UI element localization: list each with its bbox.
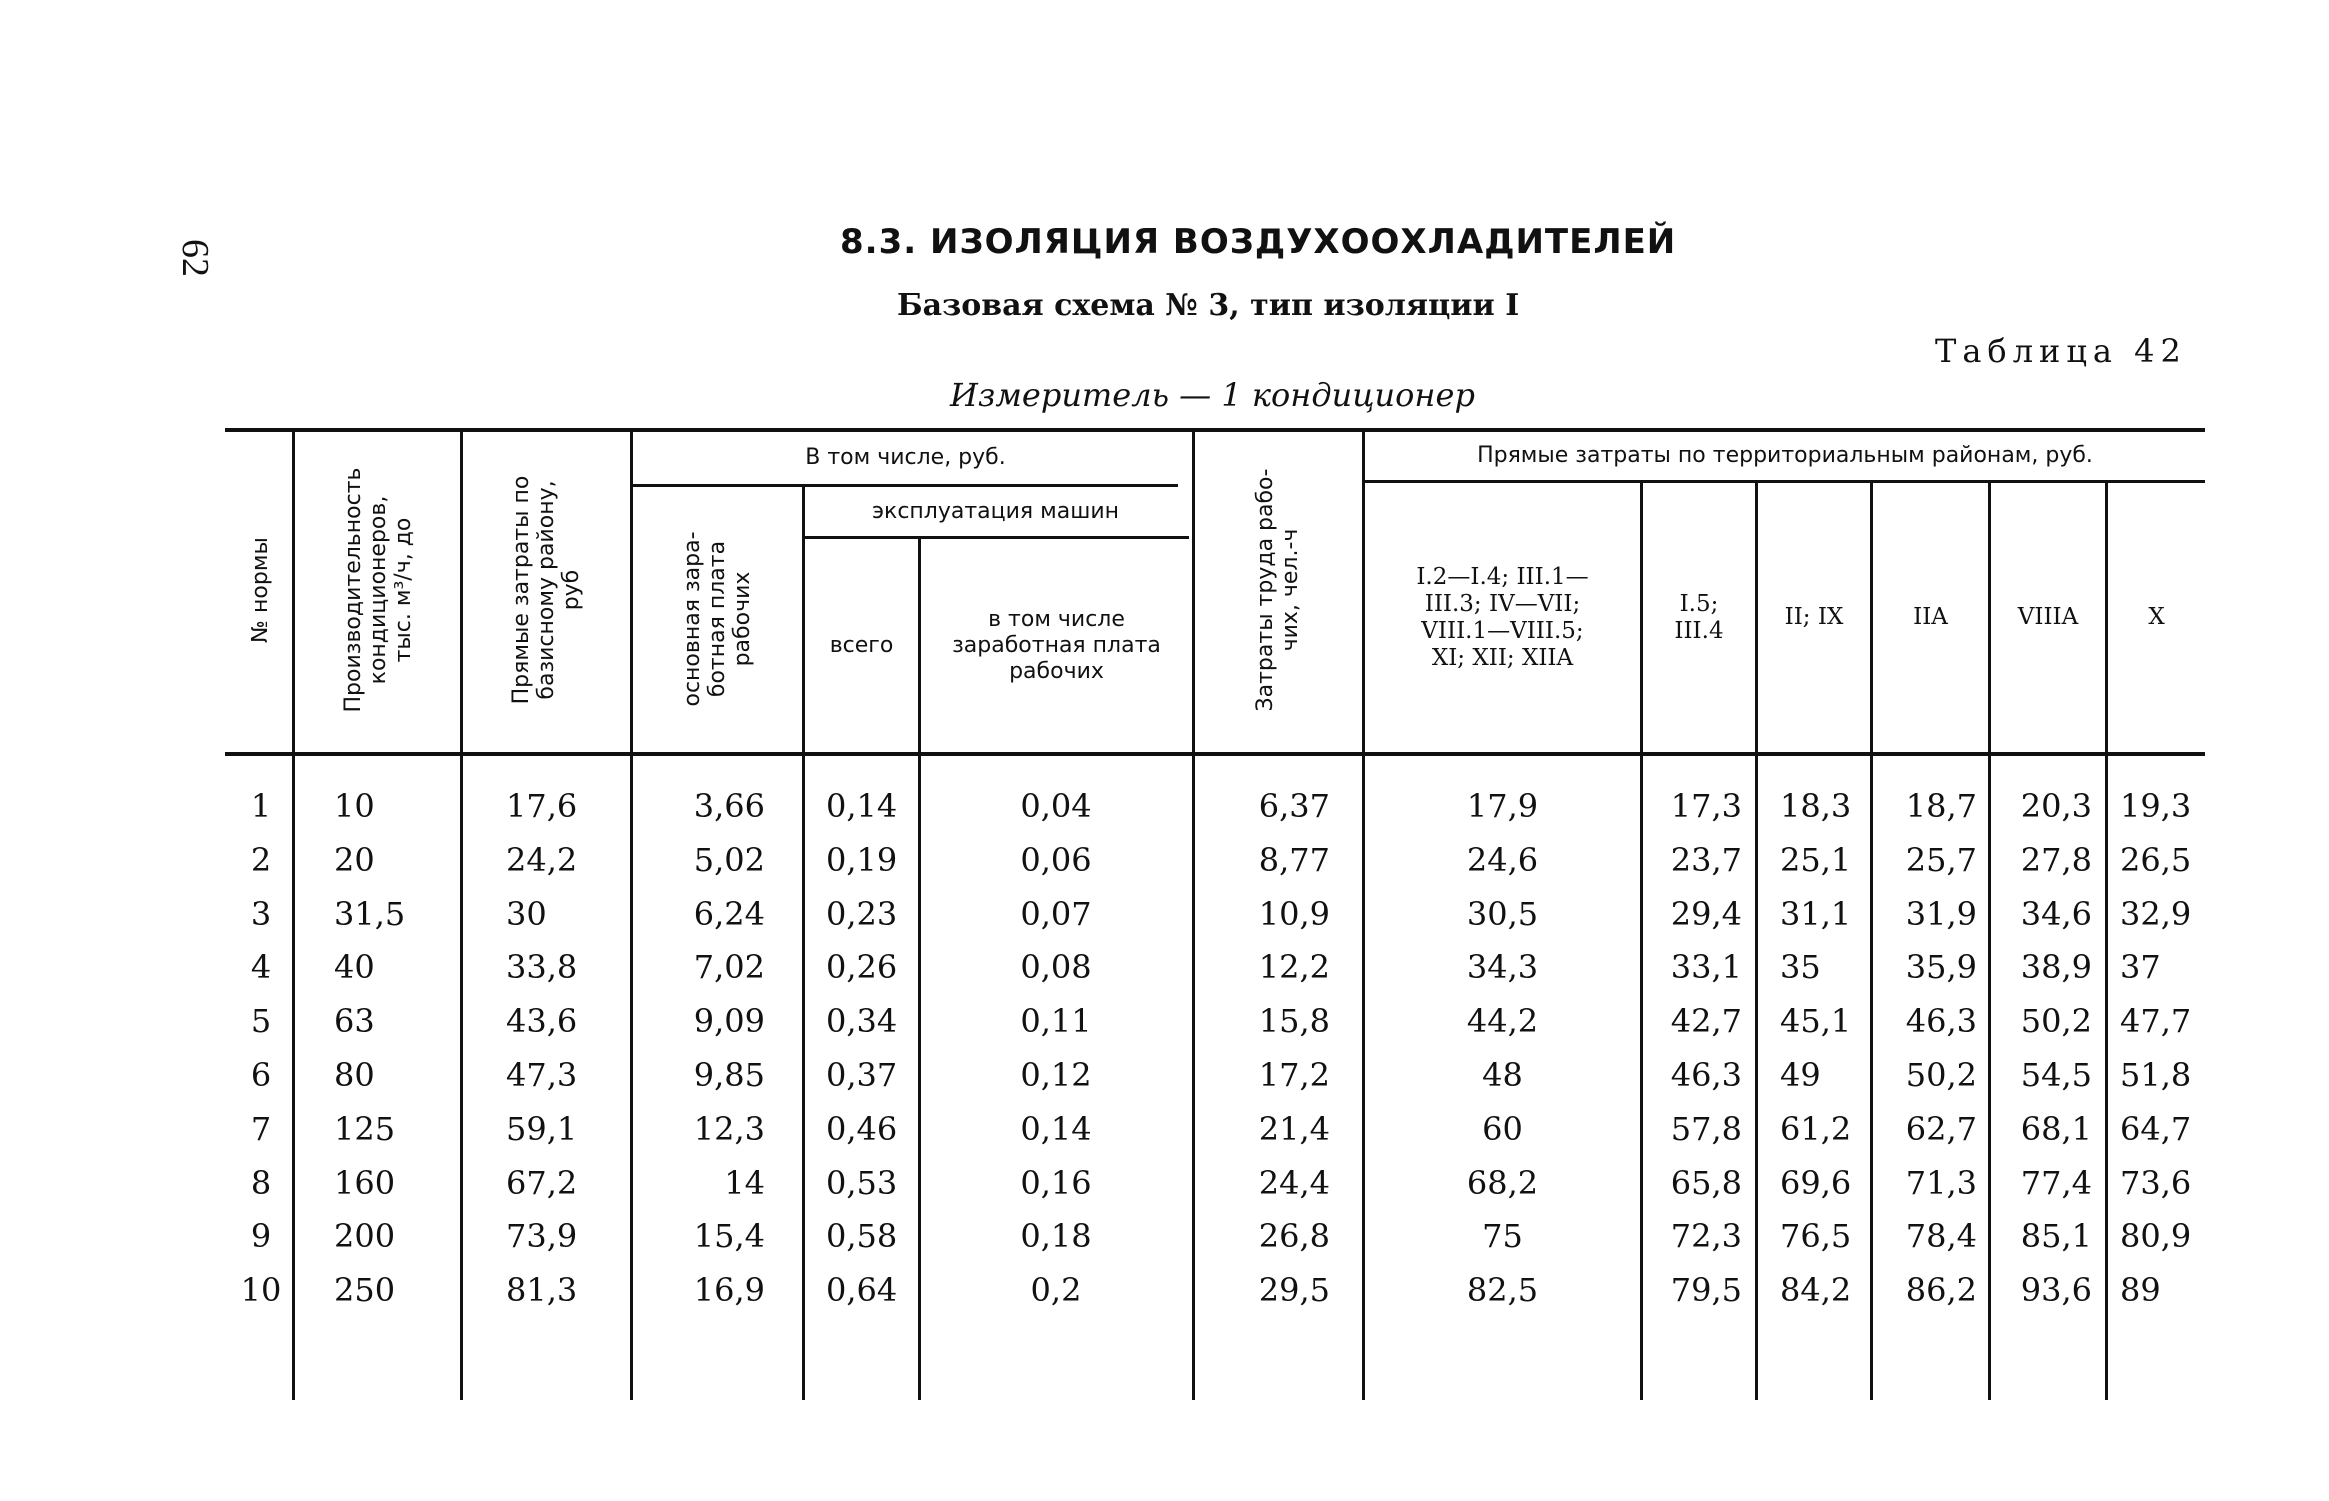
- table-cell: 0,37: [826, 1056, 898, 1094]
- table-cell: 89: [2120, 1271, 2161, 1310]
- row-norm-number: 9: [250, 1217, 272, 1256]
- table-cell: 80: [334, 1056, 375, 1094]
- header-productivity: Производительность кондиционеров, тыс. м³/ч, до: [340, 467, 416, 713]
- table-cell: 26,8: [1258, 1217, 1330, 1256]
- table-cell: 20,3: [2020, 787, 2092, 825]
- table-cell: 82,5: [1466, 1271, 1539, 1310]
- table-cell: 19,3: [2120, 787, 2192, 825]
- header-region-4: IIA: [1913, 604, 1948, 630]
- table-cell: 26,5: [2120, 840, 2192, 879]
- body-col-rule: [802, 756, 805, 1400]
- table-cell: 79,5: [1670, 1271, 1742, 1310]
- table-cell: 68,2: [1466, 1163, 1539, 1202]
- header-bottom-rule: [225, 752, 2205, 756]
- header-base-wage: основная зара- ботная плата рабочих: [679, 531, 755, 707]
- header-norm-number: № нормы: [247, 537, 273, 643]
- table-cell: 31,1: [1780, 894, 1852, 933]
- table-cell: 17,6: [506, 787, 578, 825]
- header-regional-costs: Прямые затраты по территориальным районам, руб.: [1477, 443, 2093, 468]
- table-cell: 0,53: [826, 1163, 898, 1202]
- table-cell: 50,2: [1905, 1056, 1977, 1094]
- table-cell: 73,9: [506, 1217, 578, 1256]
- table-cell: 38,9: [2020, 948, 2092, 987]
- table-cell: 93,6: [2020, 1271, 2092, 1310]
- table-cell: 0,46: [826, 1109, 898, 1148]
- table-cell: 9,85: [693, 1056, 765, 1094]
- header-col-rule: [1192, 432, 1195, 752]
- body-col-rule: [292, 756, 295, 1400]
- table-cell: 15,8: [1258, 1002, 1330, 1041]
- table-cell: 60: [1482, 1109, 1523, 1148]
- header-col-rule: [460, 432, 463, 752]
- table-cell: 30,5: [1466, 894, 1539, 933]
- header-machine-operation: эксплуатация машин: [871, 498, 1120, 524]
- table-cell: 31,5: [334, 894, 406, 933]
- table-cell: 68,1: [2020, 1109, 2092, 1148]
- table-cell: 5,02: [693, 840, 765, 879]
- table-cell: 6,24: [693, 894, 765, 933]
- table-cell: 0,26: [826, 948, 898, 987]
- table-cell: 67,2: [506, 1163, 578, 1202]
- table-cell: 45,1: [1780, 1002, 1852, 1041]
- table-cell: 7,02: [693, 948, 765, 987]
- table-cell: 6,37: [1258, 787, 1330, 825]
- table-cell: 47,7: [2120, 1002, 2192, 1041]
- row-norm-number: 3: [250, 894, 272, 933]
- table-cell: 10: [334, 787, 375, 825]
- table-cell: 75: [1482, 1217, 1523, 1256]
- table-cell: 3,66: [693, 787, 765, 825]
- header-region-1: I.2—I.4; III.1— III.3; IV—VII; VIII.1—VIII.5; XI; XII; XIIA: [1416, 563, 1589, 671]
- table-cell: 54,5: [2020, 1056, 2092, 1094]
- table-cell: 46,3: [1905, 1002, 1977, 1041]
- table-cell: 49: [1780, 1056, 1821, 1094]
- row-norm-number: 6: [250, 1056, 272, 1094]
- row-norm-number: 5: [250, 1002, 272, 1041]
- table-subtitle: Базовая схема № 3, тип изоляции I: [897, 288, 1520, 323]
- header-incl-wage: в том числе заработная плата рабочих: [952, 606, 1161, 684]
- table-cell: 0,12: [1020, 1056, 1092, 1094]
- table-cell: 0,08: [1020, 948, 1092, 987]
- table-cell: 37: [2120, 948, 2161, 987]
- table-cell: 33,8: [506, 948, 578, 987]
- header-region-3: II; IX: [1784, 604, 1844, 630]
- table-cell: 18,3: [1780, 787, 1852, 825]
- header-direct-costs-base: Прямые затраты по базисному району, руб: [508, 475, 584, 705]
- table-cell: 57,8: [1670, 1109, 1742, 1148]
- body-col-rule: [630, 756, 633, 1400]
- table-cell: 31,9: [1905, 894, 1977, 933]
- row-norm-number: 1: [250, 787, 272, 825]
- table-cell: 12,2: [1258, 948, 1330, 987]
- table-cell: 78,4: [1905, 1217, 1977, 1256]
- table-cell: 15,4: [693, 1217, 765, 1256]
- table-cell: 17,3: [1670, 787, 1742, 825]
- table-cell: 160: [334, 1163, 396, 1202]
- table-cell: 0,58: [826, 1217, 898, 1256]
- table-cell: 84,2: [1780, 1271, 1852, 1310]
- table-cell: 0,16: [1020, 1163, 1092, 1202]
- table-cell: 29,4: [1670, 894, 1742, 933]
- table-cell: 27,8: [2020, 840, 2092, 879]
- header-region-2: I.5; III.4: [1674, 590, 1724, 644]
- page-number: 62: [174, 239, 216, 277]
- body-col-rule: [918, 756, 921, 1400]
- table-cell: 24,4: [1258, 1163, 1330, 1202]
- table-cell: 0,34: [826, 1002, 898, 1041]
- table-cell: 250: [334, 1271, 396, 1310]
- table-cell: 200: [334, 1217, 396, 1256]
- table-cell: 46,3: [1670, 1056, 1742, 1094]
- table-cell: 9,09: [693, 1002, 765, 1041]
- table-cell: 25,7: [1905, 840, 1977, 879]
- table-cell: 59,1: [506, 1109, 578, 1148]
- table-cell: 64,7: [2120, 1109, 2192, 1148]
- header-total: всего: [829, 632, 894, 658]
- header-region-6: X: [2148, 604, 2165, 630]
- header-including: В том числе, руб.: [805, 445, 1006, 470]
- table-cell: 0,07: [1020, 894, 1092, 933]
- table-cell: 0,18: [1020, 1217, 1092, 1256]
- table-cell: 34,6: [2020, 894, 2092, 933]
- table-cell: 14: [724, 1163, 765, 1202]
- table-cell: 16,9: [693, 1271, 765, 1310]
- table-cell: 50,2: [2020, 1002, 2092, 1041]
- table-caption: Таблица 42: [1935, 332, 2187, 370]
- table-cell: 40: [334, 948, 375, 987]
- table-cell: 24,6: [1466, 840, 1539, 879]
- table-cell: 44,2: [1466, 1002, 1539, 1041]
- table-cell: 76,5: [1780, 1217, 1852, 1256]
- table-cell: 24,2: [506, 840, 578, 879]
- table-cell: 48: [1482, 1056, 1523, 1094]
- table-cell: 0,14: [1020, 1109, 1092, 1148]
- table-cell: 18,7: [1905, 787, 1977, 825]
- table-cell: 30: [506, 894, 547, 933]
- table-cell: 73,6: [2120, 1163, 2192, 1202]
- body-col-rule: [1192, 756, 1195, 1400]
- table-cell: 25,1: [1780, 840, 1852, 879]
- table-cell: 0,23: [826, 894, 898, 933]
- table-cell: 43,6: [506, 1002, 578, 1041]
- table-cell: 29,5: [1258, 1271, 1330, 1310]
- table-cell: 12,3: [693, 1109, 765, 1148]
- unit-of-measure: Измеритель — 1 кондиционер: [950, 376, 1475, 414]
- header-region-5: VIIIA: [2017, 604, 2079, 630]
- row-norm-number: 10: [240, 1271, 282, 1310]
- table-cell: 71,3: [1905, 1163, 1977, 1202]
- table-cell: 0,06: [1020, 840, 1092, 879]
- table-cell: 35,9: [1905, 948, 1977, 987]
- table-cell: 62,7: [1905, 1109, 1977, 1148]
- table-cell: 0,04: [1020, 787, 1092, 825]
- table-cell: 17,9: [1466, 787, 1539, 825]
- row-norm-number: 2: [250, 840, 272, 879]
- row-norm-number: 7: [250, 1109, 272, 1148]
- table-cell: 85,1: [2020, 1217, 2092, 1256]
- header-col-rule: [292, 432, 295, 752]
- table-cell: 0,14: [826, 787, 898, 825]
- table-cell: 125: [334, 1109, 396, 1148]
- body-col-rule: [460, 756, 463, 1400]
- table-cell: 0,2: [1030, 1271, 1082, 1310]
- table-cell: 86,2: [1905, 1271, 1977, 1310]
- body-col-rule: [2105, 756, 2108, 1400]
- table-cell: 17,2: [1258, 1056, 1330, 1094]
- table-cell: 65,8: [1670, 1163, 1742, 1202]
- body-col-rule: [1755, 756, 1758, 1400]
- table-cell: 80,9: [2120, 1217, 2192, 1256]
- table-cell: 8,77: [1258, 840, 1330, 879]
- table-cell: 0,19: [826, 840, 898, 879]
- table-cell: 32,9: [2120, 894, 2192, 933]
- table-cell: 42,7: [1670, 1002, 1742, 1041]
- table-cell: 21,4: [1258, 1109, 1330, 1148]
- table-cell: 0,11: [1020, 1002, 1092, 1041]
- section-title: 8.3. ИЗОЛЯЦИЯ ВОЗДУХООХЛАДИТЕЛЕЙ: [840, 222, 1677, 262]
- table-cell: 69,6: [1780, 1163, 1852, 1202]
- table-cell: 77,4: [2020, 1163, 2092, 1202]
- table-cell: 51,8: [2120, 1056, 2192, 1094]
- table-cell: 61,2: [1780, 1109, 1852, 1148]
- row-norm-number: 4: [250, 948, 272, 987]
- table-cell: 20: [334, 840, 375, 879]
- row-norm-number: 8: [250, 1163, 272, 1202]
- header-labor-costs: Затраты труда рабо- чих, чел.-ч: [1253, 468, 1303, 712]
- table-cell: 33,1: [1670, 948, 1742, 987]
- table-cell: 34,3: [1466, 948, 1539, 987]
- table-cell: 72,3: [1670, 1217, 1742, 1256]
- table-cell: 81,3: [506, 1271, 578, 1310]
- table-cell: 0,64: [826, 1271, 898, 1310]
- table-cell: 10,9: [1258, 894, 1330, 933]
- table-cell: 35: [1780, 948, 1821, 987]
- table-cell: 47,3: [506, 1056, 578, 1094]
- table-cell: 23,7: [1670, 840, 1742, 879]
- table-cell: 63: [334, 1002, 375, 1041]
